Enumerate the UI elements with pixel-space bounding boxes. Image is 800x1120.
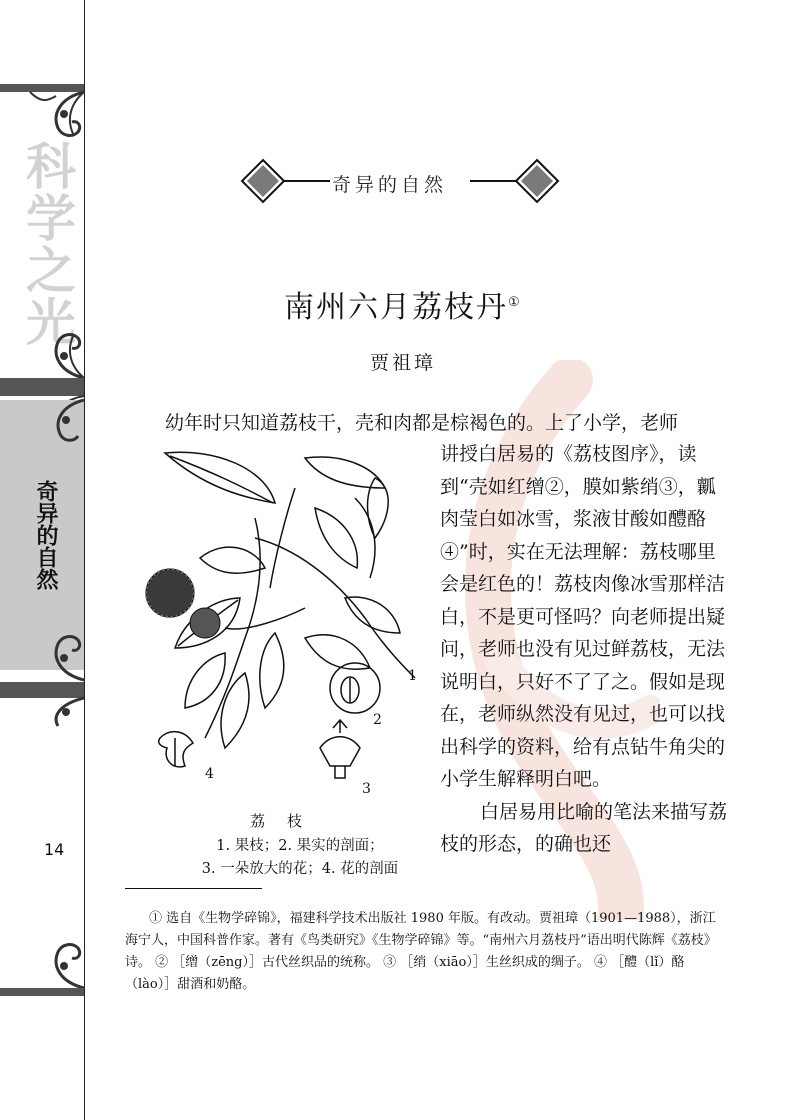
header-section-title: 奇异的自然 <box>332 174 448 196</box>
article-title <box>284 282 522 326</box>
article-author: 贾祖璋 <box>370 352 437 374</box>
footnote-divider <box>125 888 262 889</box>
bottom-corner-ornament <box>0 936 84 996</box>
sidebar-title: 科学之光 <box>18 140 77 348</box>
paragraph-1-lead: 幼年时只知道荔枝干，壳和肉都是棕褐色的。上了小学，老师 <box>165 412 679 434</box>
title-footnote-mark: ① <box>508 295 522 310</box>
flower-drawing <box>320 720 360 778</box>
figure-caption-line-1: 1. 果枝；2. 果实的剖面； <box>216 838 384 854</box>
paragraph-1-continued: 讲授白居易的《荔枝图序》，读到“壳如红缯②，膜如紫绡③，瓤肉莹白如冰雪，浆液甘酸如醴酪④”时，实在无法理解：荔枝哪里会是红色的！荔枝肉像冰雪那样洁白，不是更可怪吗？向老师提出疑问，老师也没有见过鲜荔枝，无法说明白，只好不了了之。假如是现在，老师纵然没有见过，也可以找出科学的资料，给有点钻牛角尖的小学生解释明白吧。 <box>440 443 726 790</box>
lychee-branch-drawing <box>165 452 415 748</box>
footnote-text: ① 选自《生物学碎锦》，福建科学技术出版社 1980 年版。有改动。贾祖璋（1901—1988），浙江海宁人，中国科普作家。著有《鸟类研究》《生物学碎锦》等。“南州六月荔枝丹”语出明代陈辉《荔枝》诗。 ② ［缯（zēng）］古代丝织品的统称。 ③ ［绡（xiāo）］生丝织成的绸子。 ④ ［醴（lǐ）酪（lào）］甜酒和奶酪。 <box>125 911 717 992</box>
left-diamond-icon <box>242 160 284 202</box>
lychee-illustration <box>145 448 430 793</box>
figure-label-1: 1 <box>408 668 417 684</box>
article-title-text: 南州六月荔枝丹 <box>284 290 508 325</box>
section-corner-ornament <box>0 398 84 448</box>
top-corner-ornament <box>0 84 84 144</box>
mid-corner-ornament <box>0 326 84 400</box>
figure-caption-title: 荔枝 <box>250 812 325 830</box>
figure-label-4: 4 <box>205 766 214 782</box>
body-column <box>440 438 730 861</box>
section-label: 奇异的自然 <box>33 480 58 590</box>
sidebar-border <box>84 0 85 1120</box>
right-diamond-icon <box>516 160 558 202</box>
lower-corner-ornament <box>0 628 84 728</box>
page-number: 14 <box>44 840 65 859</box>
paragraph-2: 白居易用比喻的笔法来描写荔枝的形态，的确也还 <box>440 800 728 855</box>
flower-section-drawing <box>159 732 193 767</box>
lychee-fruit-small-icon <box>190 608 220 638</box>
figure-label-2: 2 <box>373 712 382 728</box>
figure-caption-line-2: 3. 一朵放大的花；4. 花的剖面 <box>201 861 399 877</box>
figure-label-3: 3 <box>362 781 371 793</box>
sidebar <box>0 0 84 1120</box>
fruit-section-drawing <box>330 663 380 713</box>
